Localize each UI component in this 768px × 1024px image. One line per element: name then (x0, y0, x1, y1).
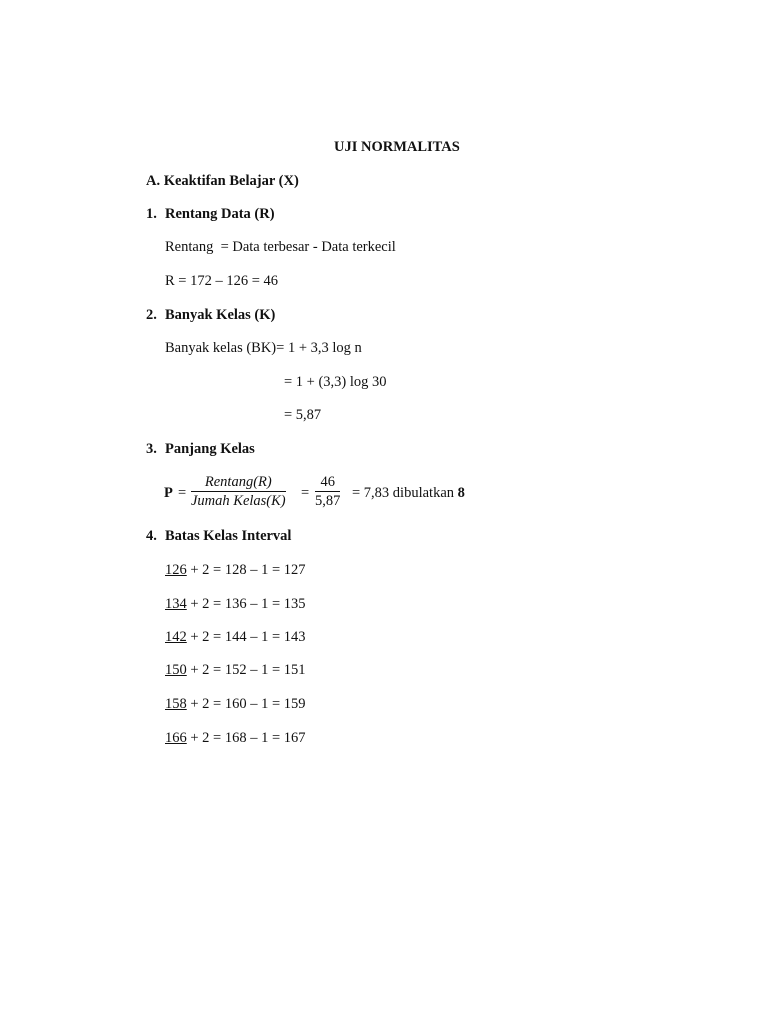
item-number: 4. (146, 528, 157, 544)
panjang-symbol: P (164, 485, 173, 501)
batas-calc: + 2 = 144 – 1 = 143 (186, 629, 306, 645)
fraction-bar (315, 491, 340, 492)
fraction-numerator: Rentang(R) (204, 474, 272, 490)
banyak-kelas-line-2: = 1 + (3,3) log 30 (284, 374, 387, 390)
panjang-equals-2: = (301, 485, 310, 501)
item-label: Panjang Kelas (165, 441, 255, 457)
item-label: Batas Kelas Interval (165, 528, 292, 544)
batas-start-value: 126 (165, 562, 187, 578)
section-heading-a: A. Keaktifan Belajar (X) (146, 173, 299, 189)
page-title: UJI NORMALITAS (334, 139, 460, 155)
item-heading-2 (146, 306, 275, 324)
batas-start-value: 142 (165, 629, 187, 645)
item-label: Banyak Kelas (K) (165, 307, 276, 323)
batas-calc: + 2 = 152 – 1 = 151 (186, 662, 306, 678)
fraction-bar (191, 491, 286, 492)
batas-start-value: 134 (165, 596, 187, 612)
batas-calc: + 2 = 128 – 1 = 127 (186, 562, 306, 578)
panjang-rounded-value: 8 (457, 485, 465, 501)
banyak-kelas-line-3: = 5,87 (284, 407, 322, 423)
fraction-numerator: 46 (320, 474, 335, 490)
batas-line (165, 661, 306, 679)
batas-line (165, 595, 306, 613)
batas-calc: + 2 = 168 – 1 = 167 (186, 730, 306, 746)
banyak-kelas-line-1: Banyak kelas (BK)= 1 + 3,3 log n (165, 340, 362, 356)
item-heading-4 (146, 527, 291, 545)
batas-calc: + 2 = 160 – 1 = 159 (186, 696, 306, 712)
fraction-denominator: 5,87 (315, 493, 341, 509)
rentang-calc: R = 172 – 126 = 46 (165, 273, 279, 289)
batas-line (165, 628, 306, 646)
batas-line (165, 561, 306, 579)
fraction-rentang-over-kelas (191, 474, 286, 509)
item-label: Rentang Data (R) (165, 206, 275, 222)
fraction-46-over-587 (315, 474, 340, 509)
fraction-denominator: Jumah Kelas(K) (191, 493, 286, 509)
item-number: 3. (146, 441, 157, 457)
item-heading-1 (146, 205, 275, 223)
item-heading-3 (146, 440, 255, 458)
panjang-result (352, 484, 465, 502)
batas-line (165, 695, 306, 713)
batas-start-value: 158 (165, 696, 187, 712)
panjang-result-text: = 7,83 dibulatkan (352, 485, 455, 501)
batas-start-value: 166 (165, 730, 187, 746)
batas-line (165, 729, 306, 747)
item-number: 1. (146, 206, 157, 222)
panjang-equals-1: = (178, 485, 187, 501)
item-number: 2. (146, 307, 157, 323)
batas-calc: + 2 = 136 – 1 = 135 (186, 596, 306, 612)
rentang-formula: Rentang = Data terbesar - Data terkecil (165, 239, 396, 255)
batas-start-value: 150 (165, 662, 187, 678)
